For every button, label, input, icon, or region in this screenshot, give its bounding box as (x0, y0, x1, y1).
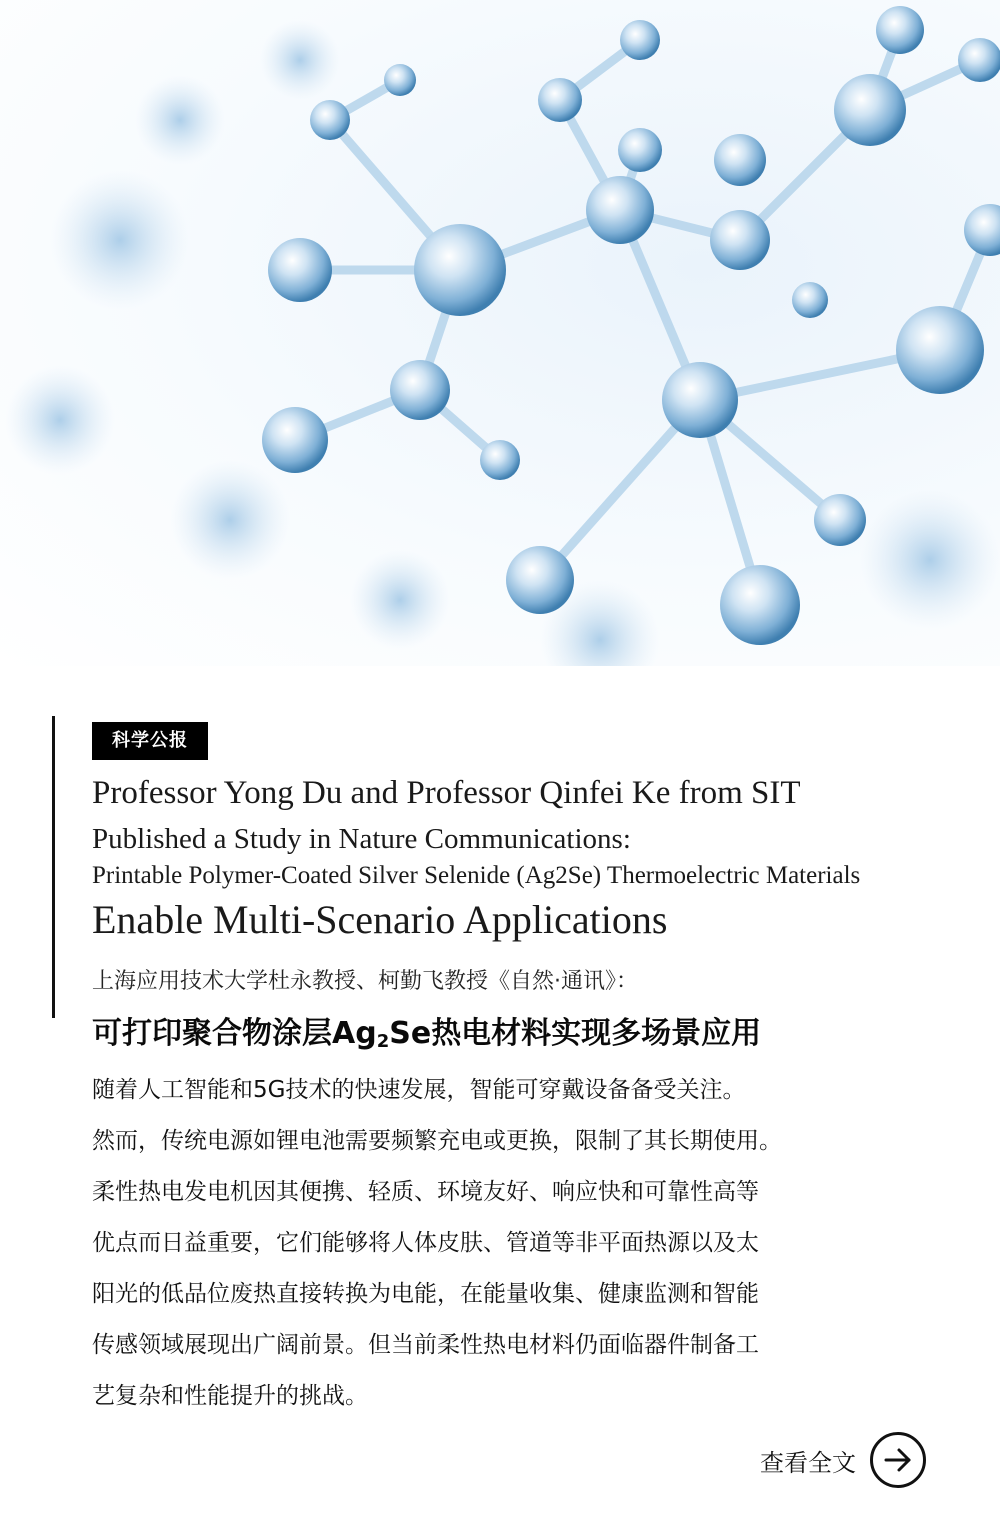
english-title-line-4: Enable Multi-Scenario Applications (92, 897, 668, 942)
body-line: 然而，传统电源如锂电池需要频繁充电或更换，限制了其长期使用。 (92, 1128, 782, 1154)
body-line: 柔性热电发电机因其便携、轻质、环境友好、响应快和可靠性高等 (92, 1179, 759, 1205)
chinese-title (92, 1008, 761, 1052)
chinese-title-part-2: Se热电材料实现多场景应用 (389, 1016, 762, 1051)
accent-bar (52, 716, 55, 1018)
arrow-right-circle-icon[interactable] (870, 1432, 926, 1488)
english-title-line-2: Published a Study in Nature Communications: (92, 823, 631, 855)
english-title-line-3: Printable Polymer-Coated Silver Selenide (Ag2Se) Thermoelectric Materials (92, 862, 861, 889)
body-line: 优点而日益重要，它们能够将人体皮肤、管道等非平面热源以及太 (92, 1230, 759, 1256)
article-body (92, 1065, 938, 1422)
category-tag: 科学公报 (92, 722, 208, 760)
chinese-subtitle: 上海应用技术大学杜永教授、柯勤飞教授《自然·通讯》： (92, 969, 638, 994)
read-more-button[interactable] (760, 1432, 926, 1488)
body-line: 传感领域展现出广阔前景。但当前柔性热电材料仍面临器件制备工 (92, 1332, 759, 1358)
chinese-title-subscript: 2 (376, 1031, 390, 1052)
chinese-title-part-1: 可打印聚合物涂层Ag (92, 1016, 377, 1051)
body-line: 随着人工智能和5G技术的快速发展，智能可穿戴设备备受关注。 (92, 1077, 746, 1103)
read-more-label[interactable]: 查看全文 (760, 1448, 856, 1477)
body-line: 阳光的低品位废热直接转换为电能，在能量收集、健康监测和智能 (92, 1281, 759, 1307)
hero-image (0, 0, 1000, 666)
english-title-line-1: Professor Yong Du and Professor Qinfei Ke from SIT (92, 775, 801, 811)
molecule-illustration (0, 0, 1000, 666)
body-line: 艺复杂和性能提升的挑战。 (92, 1383, 368, 1409)
